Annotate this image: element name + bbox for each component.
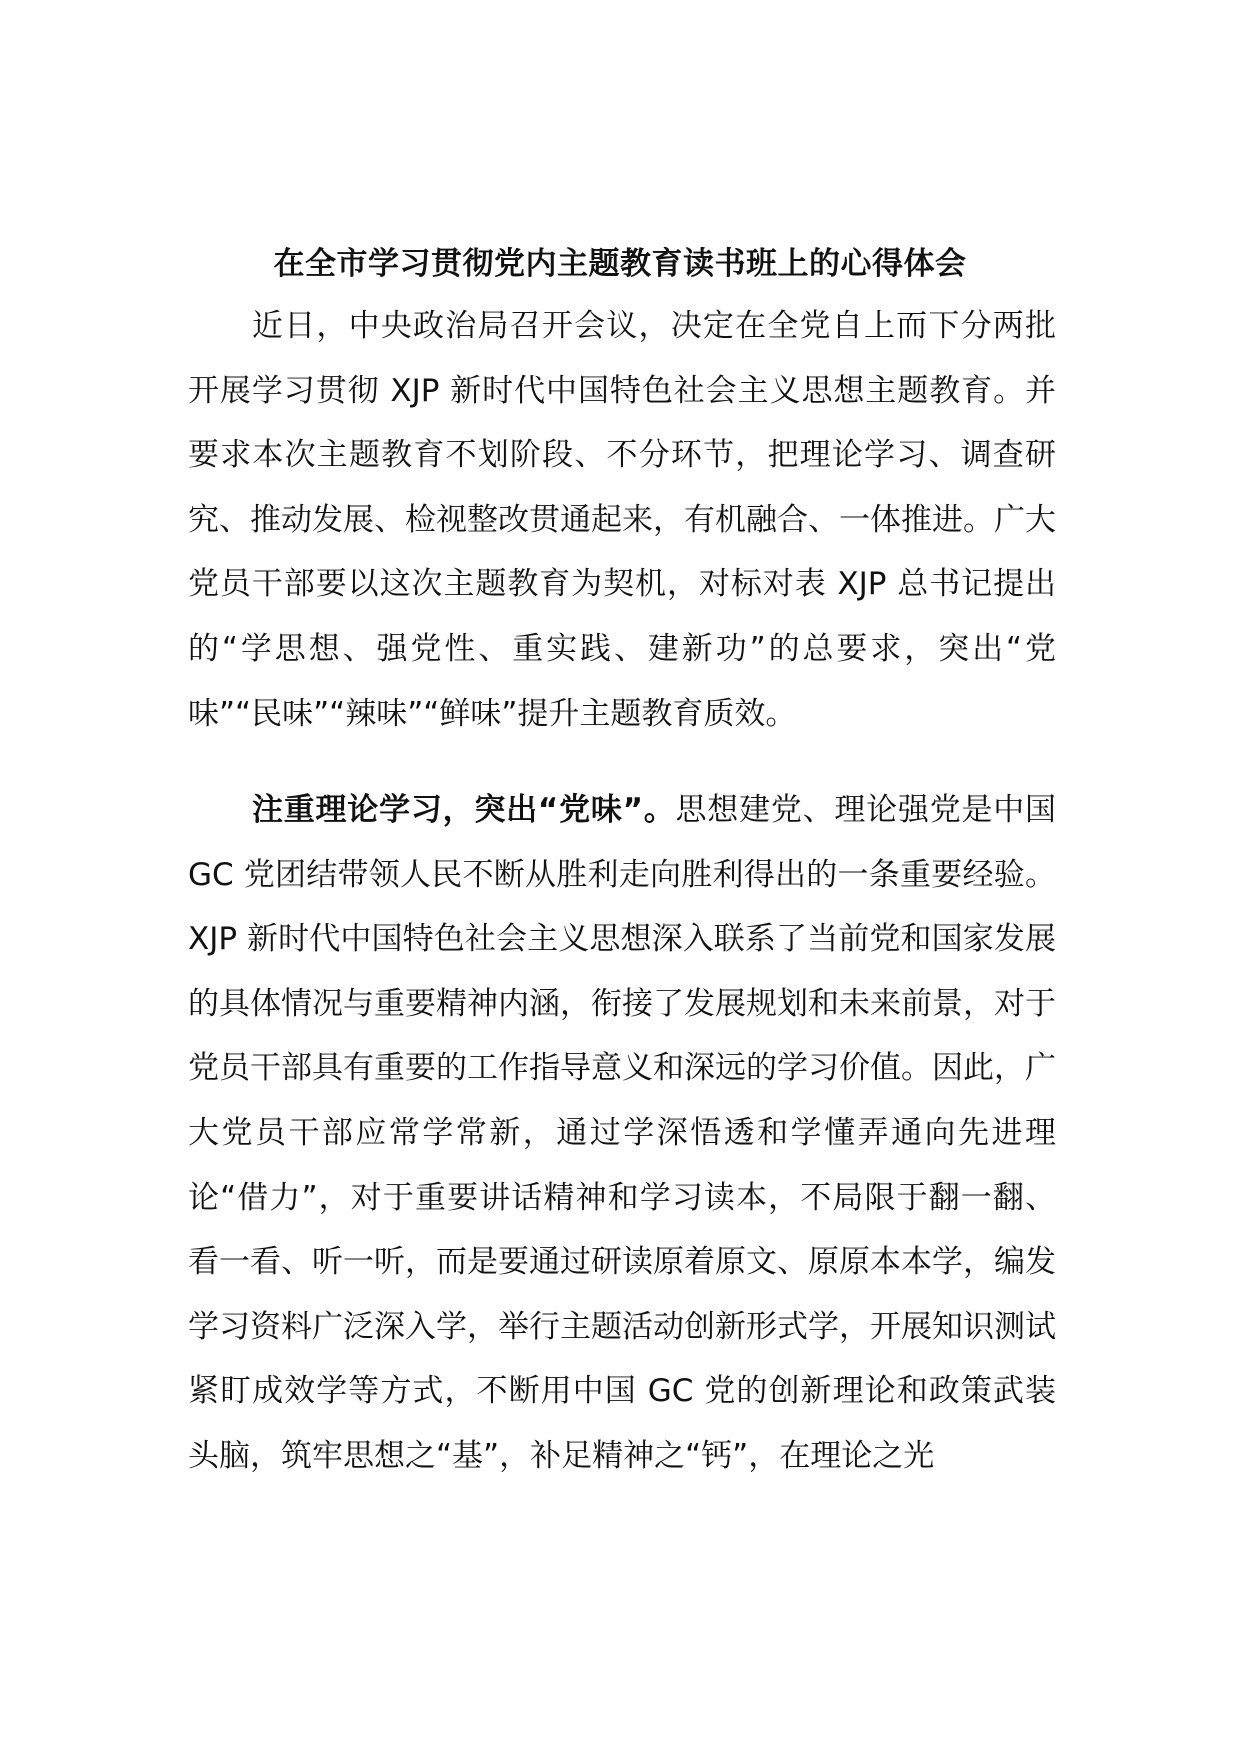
paragraph-text xyxy=(188,778,1056,1489)
paragraph-body: 近日，中央政治局召开会议，决定在全党自上而下分两批开展学习贯彻 XJP 新时代中国特色社会主义思想主题教育。并要求本次主题教育不划阶段、不分环节，把理论学习、调查研究、推动发展、检视整改贯通起来，有机融合、一体推进。广大党员干部要以这次主题教育为契机，对标对表 XJP 总书记提出的“学思想、强党性、重实践、建新功”的总要求，突出“党味”“民味”“辣味”“鲜味”提升主题教育质效。 xyxy=(188,308,1056,732)
paragraph-text xyxy=(188,294,1056,746)
paragraph-body: 思想建党、理论强党是中国 GC 党团结带领人民不断从胜利走向胜利得出的一条重要经验。XJP 新时代中国特色社会主义思想深入联系了当前党和国家发展的具体情况与重要精神内涵，衔接了发展规划和未来前景，对于党员干部具有重要的工作指导意义和深远的学习价值。因此，广大党员干部应常学常新，通过学深悟透和学懂弄通向先进理论“借力”，对于重要讲话精神和学习读本，不局限于翻一翻、看一看、听一听，而是要通过研读原着原文、原原本本学，编发学习资料广泛深入学，举行主题活动创新形式学，开展知识测试紧盯成效学等方式，不断用中国 GC 党的创新理论和政策武装头脑，筑牢思想之“基”，补足精神之“钙”，在理论之光 xyxy=(188,792,1057,1474)
document-title: 在全市学习贯彻党内主题教育读书班上的心得体会 xyxy=(273,246,967,282)
paragraph-intro xyxy=(188,294,1056,746)
paragraph-theory-study xyxy=(188,778,1056,1489)
paragraph-lead-heading: 注重理论学习，突出“党味”。 xyxy=(252,792,676,828)
